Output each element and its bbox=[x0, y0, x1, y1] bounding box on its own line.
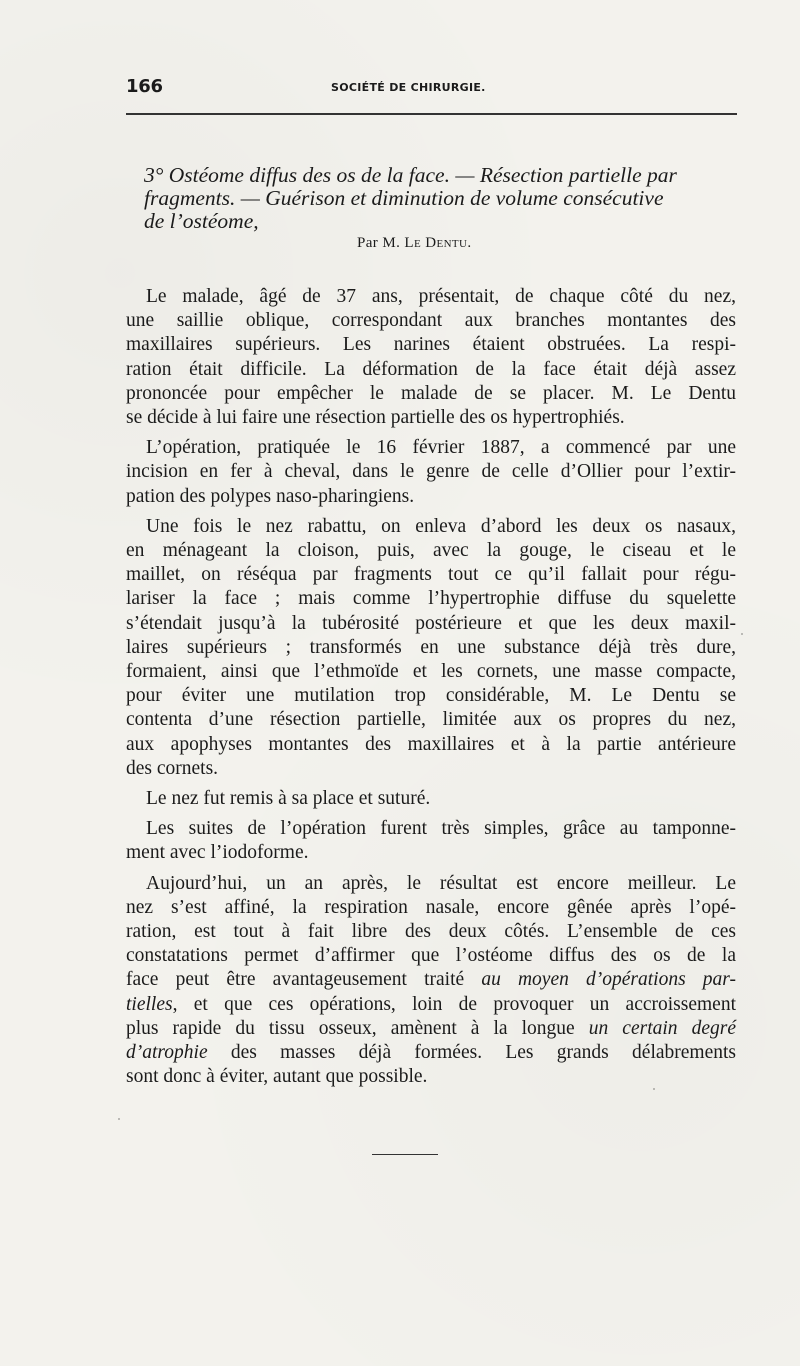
text-line: Les suites de l’opération furent très simples, grâce au tamponne- bbox=[146, 818, 736, 840]
end-divider bbox=[372, 1154, 438, 1155]
text-line bbox=[126, 1041, 736, 1065]
text-run: face peut être avantageusement traité bbox=[126, 969, 482, 991]
text-line bbox=[126, 993, 736, 1017]
title-line-2: fragments. — Guérison et diminution de volume consécutive bbox=[144, 186, 664, 210]
page-number: 166 bbox=[126, 76, 163, 97]
paragraph-6 bbox=[126, 872, 736, 1090]
emphasis-text: au moyen d’opérations par- bbox=[481, 969, 736, 991]
text-line: Le malade, âgé de 37 ans, présentait, de chaque côté du nez, bbox=[146, 286, 736, 307]
text-line: prononcée pour empêcher le malade de se placer. M. Le Dentu bbox=[126, 382, 736, 404]
text-line: maillet, on réséqua par fragments tout ce qu’il fallait pour régu- bbox=[126, 564, 736, 586]
title-line-3: de l’ostéome, bbox=[144, 209, 259, 233]
paper-speck bbox=[118, 1118, 120, 1120]
paper-speck bbox=[653, 1088, 655, 1090]
running-title: SOCIÉTÉ DE CHIRURGIE. bbox=[331, 81, 486, 94]
text-line: Une fois le nez rabattu, on enleva d’abord les deux os nasaux, bbox=[146, 515, 736, 537]
text-line bbox=[126, 968, 736, 992]
text-line: formaient, ainsi que l’ethmoïde et les cornets, une masse compacte, bbox=[126, 661, 736, 683]
article-body bbox=[126, 285, 736, 1090]
author-name: Le Dentu. bbox=[404, 235, 472, 251]
header-divider bbox=[126, 113, 737, 115]
text-line: une saillie oblique, correspondant aux branches montantes des bbox=[126, 310, 736, 332]
text-line: sont donc à éviter, autant que possible. bbox=[126, 1066, 428, 1088]
author-byline bbox=[357, 235, 472, 252]
text-run: plus rapide du tissu osseux, amènent à la longue bbox=[126, 1017, 589, 1039]
text-line: ration était difficile. La déformation de la face était déjà assez bbox=[126, 358, 736, 380]
text-line: s’étendait jusqu’à la tubérosité postérieure et que les deux maxil- bbox=[126, 612, 736, 634]
paragraph-3 bbox=[126, 515, 736, 781]
text-line: aux apophyses montantes des maxillaires et à la partie antérieure bbox=[126, 733, 736, 755]
emphasis-text: un certain degré bbox=[588, 1017, 736, 1039]
text-line: L’opération, pratiquée le 16 février 1887, a commencé par une bbox=[146, 437, 736, 459]
paragraph-2 bbox=[126, 436, 736, 509]
text-line: contenta d’une résection partielle, limitée aux os propres du nez, bbox=[126, 709, 736, 731]
emphasis-text: d’atrophie bbox=[126, 1042, 208, 1064]
paragraph-1 bbox=[126, 285, 736, 430]
author-prefix: Par M. bbox=[357, 235, 405, 251]
text-line: en ménageant la cloison, puis, avec la gouge, le ciseau et le bbox=[126, 540, 736, 562]
article-title bbox=[144, 164, 744, 233]
text-run: , et que ces opérations, loin de provoquer un accroissement bbox=[172, 993, 736, 1015]
text-line: se décide à lui faire une résection partielle des os hypertrophiés. bbox=[126, 407, 625, 429]
text-line bbox=[126, 1017, 736, 1041]
text-line: maxillaires supérieurs. Les narines étaient obstruées. La respi- bbox=[126, 334, 736, 356]
paragraph-5 bbox=[126, 817, 736, 865]
paragraph-4 bbox=[126, 787, 736, 811]
text-line: pour éviter une mutilation trop considérable, M. Le Dentu se bbox=[126, 685, 736, 707]
text-line: Le nez fut remis à sa place et suturé. bbox=[146, 788, 431, 810]
text-line: Aujourd’hui, un an après, le résultat est encore meilleur. Le bbox=[146, 872, 736, 894]
text-run: des masses déjà formées. Les grands délabrements bbox=[207, 1042, 736, 1064]
text-line: constatations permet d’affirmer que l’ostéome diffus des os de la bbox=[126, 945, 736, 967]
text-line: des cornets. bbox=[126, 757, 219, 779]
text-line: nez s’est affiné, la respiration nasale, encore gênée après l’opé- bbox=[126, 896, 736, 918]
text-line: ment avec l’iodoforme. bbox=[126, 842, 309, 864]
paper-speck bbox=[741, 633, 743, 635]
title-line-1: 3° Ostéome diffus des os de la face. — Résection partielle par bbox=[144, 163, 677, 187]
text-line: ration, est tout à fait libre des deux côtés. L’ensemble de ces bbox=[126, 921, 736, 943]
emphasis-text: tielles bbox=[126, 993, 173, 1015]
text-line: lariser la face ; mais comme l’hypertrophie diffuse du squelette bbox=[126, 588, 736, 610]
text-line: pation des polypes naso-pharingiens. bbox=[126, 485, 415, 507]
text-line: incision en fer à cheval, dans le genre de celle d’Ollier pour l’extir- bbox=[126, 461, 736, 483]
page-header bbox=[126, 74, 738, 102]
text-line: laires supérieurs ; transformés en une substance déjà très dure, bbox=[126, 636, 736, 658]
